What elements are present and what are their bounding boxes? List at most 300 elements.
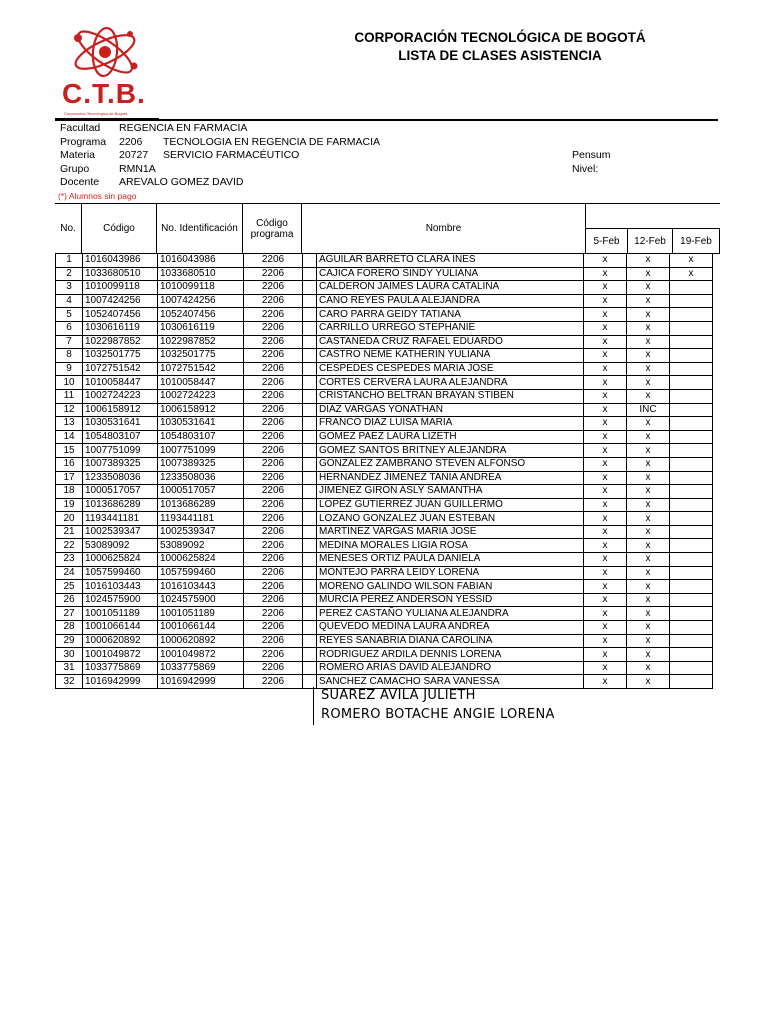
student-code: 1000625824 (83, 553, 158, 567)
attendance-12-feb: x (627, 281, 670, 295)
attendance-19-feb (670, 485, 713, 499)
student-id: 1233508036 (158, 471, 244, 485)
name-spacer (303, 430, 317, 444)
name-spacer (303, 349, 317, 363)
name-spacer (303, 675, 317, 689)
table-row (56, 254, 713, 268)
student-id: 1000625824 (158, 553, 244, 567)
student-program-code: 2206 (244, 376, 303, 390)
extra-student-1: SUAREZ AVILA JULIETH (321, 688, 476, 703)
attendance-12-feb: x (627, 335, 670, 349)
student-program-code: 2206 (244, 607, 303, 621)
student-no: 13 (56, 417, 83, 431)
student-name: CAJICA FORERO SINDY YULIANA (317, 267, 584, 281)
student-code: 1057599460 (83, 566, 158, 580)
attendance-5-feb: x (584, 621, 627, 635)
name-spacer (303, 498, 317, 512)
attendance-19-feb (670, 661, 713, 675)
student-name: CALDERON JAIMES LAURA CATALINA (317, 281, 584, 295)
attendance-19-feb (670, 294, 713, 308)
attendance-5-feb: x (584, 417, 627, 431)
student-id: 1052407456 (158, 308, 244, 322)
student-id: 1007424256 (158, 294, 244, 308)
student-no: 3 (56, 281, 83, 295)
student-id: 1006158912 (158, 403, 244, 417)
name-spacer (303, 566, 317, 580)
name-spacer (303, 267, 317, 281)
name-spacer (303, 512, 317, 526)
student-name: AGUILAR BARRETO CLARA INES (317, 254, 584, 268)
attendance-19-feb (670, 593, 713, 607)
table-row (56, 335, 713, 349)
student-no: 9 (56, 362, 83, 376)
student-no: 17 (56, 471, 83, 485)
student-program-code: 2206 (244, 648, 303, 662)
student-name: CASTAÑEDA CRUZ RAFAEL EDUARDO (317, 335, 584, 349)
table-row (56, 566, 713, 580)
student-code: 1033775869 (83, 661, 158, 675)
table-row (56, 362, 713, 376)
name-spacer (303, 525, 317, 539)
student-program-code: 2206 (244, 254, 303, 268)
student-id: 1033775869 (158, 661, 244, 675)
student-name: CASTRO NEME KATHERIN YULIANA (317, 349, 584, 363)
table-row (56, 648, 713, 662)
attendance-12-feb: x (627, 525, 670, 539)
student-program-code: 2206 (244, 566, 303, 580)
col-codigo-programa (243, 204, 302, 254)
student-name: MORENO GALINDO WILSON FABIAN (317, 580, 584, 594)
student-name: CESPEDES CESPEDES MARIA JOSE (317, 362, 584, 376)
student-name: MONTEJO PARRA LEIDY LORENA (317, 566, 584, 580)
student-name: MURCIA PEREZ ANDERSON YESSID (317, 593, 584, 607)
attendance-19-feb (670, 362, 713, 376)
table-row (56, 580, 713, 594)
student-name: HERNANDEZ JIMENEZ TANIA ANDREA (317, 471, 584, 485)
student-id: 1033680510 (158, 267, 244, 281)
student-id: 1072751542 (158, 362, 244, 376)
attendance-5-feb: x (584, 485, 627, 499)
col-date-1: 5-Feb (586, 229, 628, 254)
attendance-12-feb: x (627, 417, 670, 431)
attendance-12-feb: x (627, 675, 670, 689)
student-name: ROMERO ARIAS DAVID ALEJANDRO (317, 661, 584, 675)
student-program-code: 2206 (244, 389, 303, 403)
attendance-12-feb: x (627, 389, 670, 403)
student-no: 19 (56, 498, 83, 512)
name-spacer (303, 471, 317, 485)
attendance-5-feb: x (584, 430, 627, 444)
attendance-5-feb: x (584, 607, 627, 621)
name-spacer (303, 444, 317, 458)
student-program-code: 2206 (244, 675, 303, 689)
attendance-12-feb: x (627, 471, 670, 485)
student-name: LOZANO GONZALEZ JUAN ESTEBAN (317, 512, 584, 526)
attendance-19-feb (670, 607, 713, 621)
student-program-code: 2206 (244, 661, 303, 675)
table-row (56, 457, 713, 471)
attendance-19-feb (670, 512, 713, 526)
student-no: 32 (56, 675, 83, 689)
student-code: 1030531641 (83, 417, 158, 431)
pensum-label: Pensum (572, 149, 611, 161)
student-program-code: 2206 (244, 621, 303, 635)
attendance-5-feb: x (584, 321, 627, 335)
student-id: 1001066144 (158, 621, 244, 635)
name-spacer (303, 403, 317, 417)
student-name: MENESES ORTIZ PAULA DANIELA (317, 553, 584, 567)
attendance-19-feb (670, 457, 713, 471)
table-row (56, 525, 713, 539)
student-id: 1024575900 (158, 593, 244, 607)
student-program-code: 2206 (244, 294, 303, 308)
table-row (56, 471, 713, 485)
student-id: 1002724223 (158, 389, 244, 403)
attendance-5-feb: x (584, 349, 627, 363)
attendance-19-feb (670, 281, 713, 295)
student-no: 25 (56, 580, 83, 594)
table-row (56, 389, 713, 403)
student-no: 7 (56, 335, 83, 349)
student-id: 53089092 (158, 539, 244, 553)
name-spacer (303, 553, 317, 567)
table-row (56, 485, 713, 499)
table-row (56, 539, 713, 553)
student-code: 1054803107 (83, 430, 158, 444)
student-program-code: 2206 (244, 525, 303, 539)
attendance-5-feb: x (584, 376, 627, 390)
attendance-12-feb: x (627, 457, 670, 471)
student-program-code: 2206 (244, 498, 303, 512)
col-codigo: Código (82, 204, 157, 254)
student-program-code: 2206 (244, 485, 303, 499)
table-row (56, 267, 713, 281)
table-row (56, 430, 713, 444)
attendance-5-feb: x (584, 254, 627, 268)
attendance-19-feb (670, 308, 713, 322)
student-code: 1193441181 (83, 512, 158, 526)
attendance-5-feb: x (584, 648, 627, 662)
table-row (56, 281, 713, 295)
attendance-5-feb: x (584, 471, 627, 485)
student-id: 1057599460 (158, 566, 244, 580)
student-code: 53089092 (83, 539, 158, 553)
student-id: 1007751099 (158, 444, 244, 458)
student-code: 1007389325 (83, 457, 158, 471)
attendance-19-feb (670, 525, 713, 539)
attendance-5-feb: x (584, 281, 627, 295)
name-spacer (303, 457, 317, 471)
table-row (56, 661, 713, 675)
table-row (56, 294, 713, 308)
attendance-12-feb: x (627, 607, 670, 621)
student-no: 10 (56, 376, 83, 390)
logo-tagline: Corporación Tecnológica de Bogotá (64, 111, 128, 116)
student-no: 22 (56, 539, 83, 553)
attendance-5-feb: x (584, 634, 627, 648)
student-id: 1016103443 (158, 580, 244, 594)
name-spacer (303, 485, 317, 499)
attendance-5-feb: x (584, 580, 627, 594)
student-name: SANCHEZ CAMACHO SARA VANESSA (317, 675, 584, 689)
attendance-19-feb (670, 430, 713, 444)
attendance-12-feb: x (627, 621, 670, 635)
attendance-12-feb: x (627, 512, 670, 526)
student-no: 30 (56, 648, 83, 662)
attendance-5-feb: x (584, 457, 627, 471)
attendance-12-feb: x (627, 362, 670, 376)
student-name: CORTES CERVERA LAURA ALEJANDRA (317, 376, 584, 390)
student-program-code: 2206 (244, 281, 303, 295)
materia-code: 20727 (119, 149, 149, 161)
student-code: 1016942999 (83, 675, 158, 689)
programa-code: 2206 (119, 136, 143, 148)
table-row (56, 512, 713, 526)
attendance-5-feb: x (584, 539, 627, 553)
attendance-5-feb: x (584, 444, 627, 458)
facultad-label: Facultad (60, 122, 101, 134)
table-row (56, 349, 713, 363)
student-no: 21 (56, 525, 83, 539)
attendance-19-feb (670, 403, 713, 417)
attendance-table-header (55, 203, 720, 254)
attendance-19-feb (670, 498, 713, 512)
student-name: MEDINA MORALES LIGIA ROSA (317, 539, 584, 553)
student-id: 1193441181 (158, 512, 244, 526)
student-id: 1054803107 (158, 430, 244, 444)
institution-title: CORPORACIÓN TECNOLÓGICA DE BOGOTÁ (354, 30, 646, 45)
attendance-19-feb (670, 634, 713, 648)
student-program-code: 2206 (244, 308, 303, 322)
table-row (56, 444, 713, 458)
student-no: 31 (56, 661, 83, 675)
student-no: 8 (56, 349, 83, 363)
student-program-code: 2206 (244, 267, 303, 281)
grupo-label: Grupo (60, 163, 90, 175)
student-program-code: 2206 (244, 553, 303, 567)
logo-wordmark: C.T.B. (62, 78, 146, 109)
student-code: 1010099118 (83, 281, 158, 295)
student-name: JIMENEZ GIRON ASLY SAMANTHA (317, 485, 584, 499)
col-date-3: 19-Feb (673, 229, 720, 254)
student-id: 1010058447 (158, 376, 244, 390)
name-spacer (303, 335, 317, 349)
student-code: 1072751542 (83, 362, 158, 376)
attendance-12-feb: x (627, 349, 670, 363)
student-no: 12 (56, 403, 83, 417)
student-code: 1022987852 (83, 335, 158, 349)
attendance-12-feb: x (627, 308, 670, 322)
student-no: 28 (56, 621, 83, 635)
col-no: No. (55, 204, 82, 254)
student-program-code: 2206 (244, 362, 303, 376)
extra-names-divider (313, 687, 314, 725)
student-no: 4 (56, 294, 83, 308)
attendance-19-feb (670, 648, 713, 662)
student-name: PEREZ CASTAÑO YULIANA ALEJANDRA (317, 607, 584, 621)
table-row (56, 593, 713, 607)
student-no: 16 (56, 457, 83, 471)
student-code: 1010058447 (83, 376, 158, 390)
attendance-5-feb: x (584, 335, 627, 349)
student-program-code: 2206 (244, 417, 303, 431)
attendance-12-feb: x (627, 376, 670, 390)
student-code: 1030616119 (83, 321, 158, 335)
name-spacer (303, 621, 317, 635)
table-row (56, 308, 713, 322)
materia-label: Materia (60, 149, 96, 161)
student-name: DIAZ VARGAS YONATHAN (317, 403, 584, 417)
student-id: 1030616119 (158, 321, 244, 335)
table-row (56, 607, 713, 621)
student-code: 1006158912 (83, 403, 158, 417)
table-row (56, 376, 713, 390)
attendance-5-feb: x (584, 593, 627, 607)
student-no: 23 (56, 553, 83, 567)
attendance-5-feb: x (584, 525, 627, 539)
student-name: CANO REYES PAULA ALEJANDRA (317, 294, 584, 308)
name-spacer (303, 389, 317, 403)
attendance-5-feb: x (584, 566, 627, 580)
attendance-12-feb: x (627, 593, 670, 607)
docente-label: Docente (60, 176, 100, 188)
student-program-code: 2206 (244, 457, 303, 471)
atom-icon (58, 22, 160, 78)
name-spacer (303, 362, 317, 376)
student-code: 1000517057 (83, 485, 158, 499)
nivel-label: Nivel: (572, 163, 599, 175)
student-code: 1001066144 (83, 621, 158, 635)
attendance-5-feb: x (584, 362, 627, 376)
attendance-5-feb: x (584, 267, 627, 281)
student-id: 1001049872 (158, 648, 244, 662)
attendance-12-feb: x (627, 634, 670, 648)
student-code: 1000620892 (83, 634, 158, 648)
attendance-5-feb: x (584, 294, 627, 308)
attendance-19-feb (670, 471, 713, 485)
student-code: 1233508036 (83, 471, 158, 485)
student-no: 29 (56, 634, 83, 648)
table-row (56, 675, 713, 689)
student-id: 1000620892 (158, 634, 244, 648)
name-spacer (303, 254, 317, 268)
attendance-19-feb (670, 444, 713, 458)
col-codigo-programa-line1: Código (256, 217, 288, 229)
attendance-12-feb: x (627, 580, 670, 594)
table-row (56, 621, 713, 635)
student-no: 18 (56, 485, 83, 499)
name-spacer (303, 580, 317, 594)
student-program-code: 2206 (244, 634, 303, 648)
name-spacer (303, 308, 317, 322)
unpaid-note: (*) Alumnos sin pago (58, 191, 137, 201)
student-code: 1016043986 (83, 254, 158, 268)
attendance-19-feb (670, 675, 713, 689)
student-id: 1001051189 (158, 607, 244, 621)
attendance-5-feb: x (584, 308, 627, 322)
table-row (56, 498, 713, 512)
name-spacer (303, 294, 317, 308)
col-codigo-programa-line2: programa (250, 228, 294, 240)
student-name: RODRIGUEZ ARDILA DENNIS LORENA (317, 648, 584, 662)
attendance-12-feb: x (627, 648, 670, 662)
attendance-19-feb (670, 349, 713, 363)
col-nombre: Nombre (302, 204, 586, 254)
table-row (56, 417, 713, 431)
student-name: MARTINEZ VARGAS MARIA JOSE (317, 525, 584, 539)
attendance-19-feb (670, 539, 713, 553)
student-program-code: 2206 (244, 349, 303, 363)
attendance-19-feb (670, 580, 713, 594)
attendance-12-feb: x (627, 566, 670, 580)
attendance-12-feb: x (627, 444, 670, 458)
student-no: 27 (56, 607, 83, 621)
attendance-5-feb: x (584, 498, 627, 512)
name-spacer (303, 321, 317, 335)
student-id: 1032501775 (158, 349, 244, 363)
student-code: 1007751099 (83, 444, 158, 458)
student-id: 1016942999 (158, 675, 244, 689)
grupo-value: RMN1A (119, 163, 156, 175)
student-program-code: 2206 (244, 321, 303, 335)
student-code: 1001051189 (83, 607, 158, 621)
student-name: CARO PARRA GEIDY TATIANA (317, 308, 584, 322)
attendance-12-feb: x (627, 321, 670, 335)
attendance-19-feb (670, 621, 713, 635)
student-no: 14 (56, 430, 83, 444)
student-id: 1013686289 (158, 498, 244, 512)
student-program-code: 2206 (244, 512, 303, 526)
student-program-code: 2206 (244, 335, 303, 349)
attendance-19-feb (670, 566, 713, 580)
attendance-5-feb: x (584, 403, 627, 417)
col-identificacion: No. Identificación (157, 204, 243, 254)
attendance-12-feb: x (627, 498, 670, 512)
student-no: 11 (56, 389, 83, 403)
student-program-code: 2206 (244, 539, 303, 553)
student-name: GOMEZ SANTOS BRITNEY ALEJANDRA (317, 444, 584, 458)
attendance-19-feb: x (670, 254, 713, 268)
document-title: LISTA DE CLASES ASISTENCIA (398, 48, 602, 63)
student-id: 1030531641 (158, 417, 244, 431)
student-id: 1022987852 (158, 335, 244, 349)
table-row (56, 321, 713, 335)
name-spacer (303, 634, 317, 648)
student-no: 26 (56, 593, 83, 607)
attendance-19-feb (670, 335, 713, 349)
student-id: 1007389325 (158, 457, 244, 471)
student-code: 1032501775 (83, 349, 158, 363)
student-id: 1002539347 (158, 525, 244, 539)
attendance-19-feb (670, 321, 713, 335)
student-code: 1002539347 (83, 525, 158, 539)
student-id: 1010099118 (158, 281, 244, 295)
student-name: CARRILLO URREGO STEPHANIE (317, 321, 584, 335)
student-name: LOPEZ GUTIERREZ JUAN GUILLERMO (317, 498, 584, 512)
student-name: GONZALEZ ZAMBRANO STEVEN ALFONSO (317, 457, 584, 471)
attendance-12-feb: x (627, 294, 670, 308)
attendance-12-feb: INC (627, 403, 670, 417)
student-code: 1001049872 (83, 648, 158, 662)
attendance-12-feb: x (627, 430, 670, 444)
attendance-5-feb: x (584, 661, 627, 675)
student-no: 15 (56, 444, 83, 458)
attendance-5-feb: x (584, 553, 627, 567)
name-spacer (303, 661, 317, 675)
col-dates-group (586, 204, 720, 229)
name-spacer (303, 376, 317, 390)
docente-value: AREVALO GOMEZ DAVID (119, 176, 244, 188)
